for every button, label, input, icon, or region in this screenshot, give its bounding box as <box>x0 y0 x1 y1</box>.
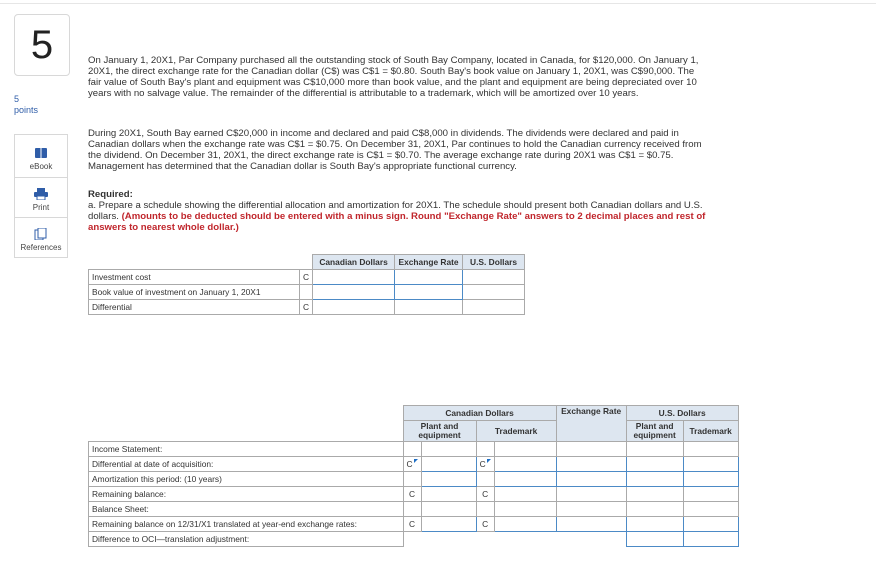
row-label: Differential <box>89 300 300 315</box>
book-value-rate-input[interactable] <box>395 285 463 300</box>
amortization-plant-usd-input[interactable] <box>626 472 683 487</box>
table-row <box>89 457 739 472</box>
header-canadian-dollars: Canadian Dollars <box>403 406 556 421</box>
oci-plant-usd-input[interactable] <box>626 532 683 547</box>
row-label: Amortization this period: (10 years) <box>89 472 404 487</box>
row-label: Balance Sheet: <box>89 502 404 517</box>
points-indicator <box>14 94 38 116</box>
top-divider <box>0 3 876 4</box>
references-icon <box>34 228 48 240</box>
yearend-rate-input[interactable] <box>556 517 626 532</box>
table-row <box>89 270 525 285</box>
print-button[interactable] <box>14 178 68 218</box>
header-us-trademark: Trademark <box>683 421 738 442</box>
book-value-cad-input[interactable] <box>313 285 395 300</box>
differential-plant-usd-input[interactable] <box>626 457 683 472</box>
schedule-table-2 <box>88 405 739 547</box>
remaining-trademark-cad-cell <box>494 487 556 502</box>
table-row <box>89 285 525 300</box>
points-value: 5 <box>14 94 20 104</box>
question-number: 5 <box>14 14 70 76</box>
differential-usd-cell <box>463 300 525 315</box>
currency-symbol: C <box>403 487 421 502</box>
row-label: Difference to OCI—translation adjustment: <box>89 532 404 547</box>
amortization-trademark-cad-input[interactable] <box>494 472 556 487</box>
problem-paragraph-2: During 20X1, South Bay earned C$20,000 in income and declared and paid C$8,000 in dividends. The dividends were declared and paid in Canadian dollars when the exchange rate was C$1 = $0.75. On December 31, 20X1, Par continues to hold the Canadian currency received from the dividend. On December 31, 20X1, the direct exchange rate is C$1 = $0.70. The average exchange rate during 20X1 was C$1 = $0.75. Management has determined that the Canadian dollar is South Bay's appropriate functional currency. <box>88 128 702 172</box>
remaining-trademark-usd-cell <box>683 487 738 502</box>
investment-cost-rate-input[interactable] <box>395 270 463 285</box>
schedule-table-1 <box>88 254 525 315</box>
differential-trademark-usd-input[interactable] <box>683 457 738 472</box>
remaining-plant-usd-cell <box>626 487 683 502</box>
ebook-button[interactable] <box>14 134 68 178</box>
currency-symbol: C <box>476 457 494 472</box>
currency-symbol: C <box>476 517 494 532</box>
differential-cad-cell <box>313 300 395 315</box>
points-label: points <box>14 105 39 115</box>
header-canadian-dollars: Canadian Dollars <box>313 255 395 270</box>
book-value-usd-cell <box>463 285 525 300</box>
differential-plant-cad-input[interactable] <box>421 457 476 472</box>
required-heading: Required: <box>88 189 133 200</box>
ebook-label: eBook <box>29 162 53 171</box>
differential-rate-input[interactable] <box>556 457 626 472</box>
required-text: a. Prepare a schedule showing the differential allocation and amortization for 20X1. The schedule should present both Canadian dollars and U.S. dollars. <box>88 199 703 222</box>
row-label: Income Statement: <box>89 442 404 457</box>
table-row <box>89 487 739 502</box>
currency-symbol: C <box>403 457 421 472</box>
amortization-rate-input[interactable] <box>556 472 626 487</box>
table-row <box>89 502 739 517</box>
yearend-plant-usd-input[interactable] <box>626 517 683 532</box>
table-row <box>89 532 739 547</box>
row-label: Book value of investment on January 1, 20X1 <box>89 285 300 300</box>
currency-symbol: C <box>476 487 494 502</box>
book-icon <box>34 147 48 159</box>
header-plant-equipment: Plant and equipment <box>403 421 476 442</box>
table-row <box>89 472 739 487</box>
currency-symbol: C <box>300 270 313 285</box>
references-button[interactable] <box>14 218 68 258</box>
table-row <box>89 517 739 532</box>
currency-symbol: C <box>403 517 421 532</box>
header-us-dollars: U.S. Dollars <box>626 406 738 421</box>
differential-rate-cell <box>395 300 463 315</box>
problem-paragraph-1: On January 1, 20X1, Par Company purchased all the outstanding stock of South Bay Company, located in Canada, for $120,000. On January 1, 20X1, the direct exchange rate for the Canadian dollar (C$) was C$1 = $0.80. South Bay's book value on January 1, 20X1, was C$90,000. The fair value of South Bay's plant and equipment was C$10,000 more than book value, and the plant and equipment are being depreciated over 10 years with no salvage value. The remainder of the differential is attributable to a trademark, which will be amortized over 10 years. <box>88 55 699 99</box>
required-section <box>88 190 710 234</box>
differential-trademark-cad-input[interactable] <box>494 457 556 472</box>
header-trademark: Trademark <box>476 421 556 442</box>
row-label: Remaining balance on 12/31/X1 translated at year-end exchange rates: <box>89 517 404 532</box>
references-label: References <box>20 243 62 252</box>
row-label: Remaining balance: <box>89 487 404 502</box>
yearend-trademark-usd-input[interactable] <box>683 517 738 532</box>
remaining-plant-cad-cell <box>421 487 476 502</box>
yearend-trademark-cad-input[interactable] <box>494 517 556 532</box>
header-exchange-rate: Exchange Rate <box>556 406 626 442</box>
currency-symbol: C <box>300 300 313 315</box>
row-label: Differential at date of acquisition: <box>89 457 404 472</box>
amortization-trademark-usd-input[interactable] <box>683 472 738 487</box>
printer-icon <box>34 188 48 200</box>
header-us-dollars: U.S. Dollars <box>463 255 525 270</box>
required-instruction: (Amounts to be deducted should be entered with a minus sign. Round "Exchange Rate" answers to 2 decimal places and rest of answers to nearest whole dollar.) <box>88 210 706 233</box>
yearend-plant-cad-input[interactable] <box>421 517 476 532</box>
header-us-plant-equipment: Plant and equipment <box>626 421 683 442</box>
row-label: Investment cost <box>89 270 300 285</box>
investment-cost-cad-input[interactable] <box>313 270 395 285</box>
table-row <box>89 300 525 315</box>
table-row <box>89 442 739 457</box>
print-label: Print <box>32 203 50 212</box>
amortization-plant-cad-input[interactable] <box>421 472 476 487</box>
header-exchange-rate: Exchange Rate <box>395 255 463 270</box>
oci-trademark-usd-input[interactable] <box>683 532 738 547</box>
investment-cost-usd-cell <box>463 270 525 285</box>
